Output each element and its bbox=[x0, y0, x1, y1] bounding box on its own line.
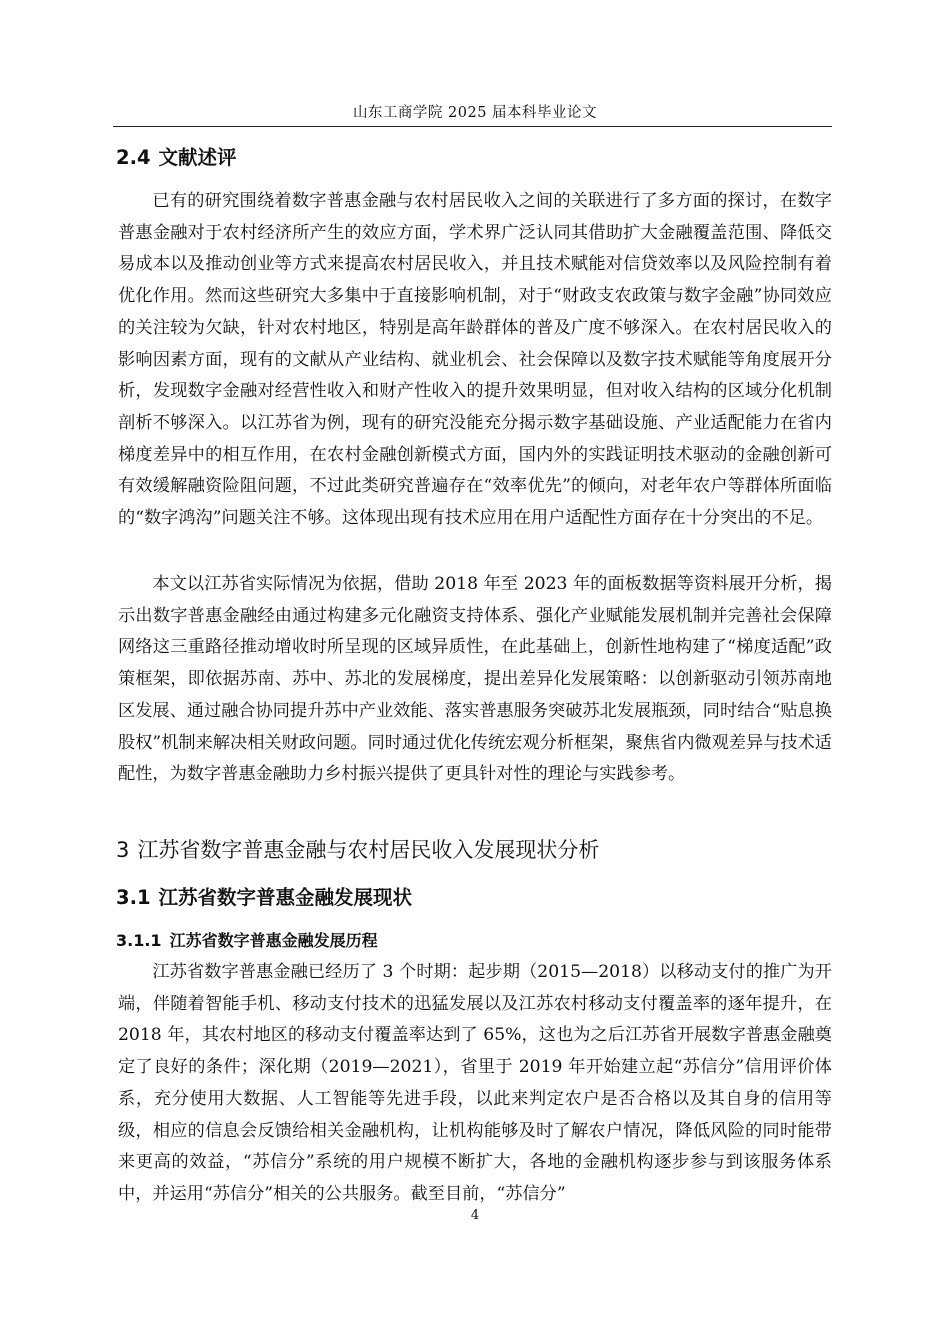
chapter-number: 3 bbox=[116, 838, 130, 862]
page-number: 4 bbox=[470, 1208, 480, 1223]
section-heading-3-1 bbox=[116, 882, 412, 910]
paragraph-development-history: 江苏省数字普惠金融已经历了 3 个时期：起步期（2015—2018）以移动支付的推广为开端，伴随着智能手机、移动支付技术的迅猛发展以及江苏农村移动支付覆盖率的逐年提升，在 2018 年，其农村地区的移动支付覆盖率达到了 65%，这也为之后江苏省开展数字普惠金融奠定了良好的条件；深化期（2019—2021），省里于 2019 年开始建立起“苏信分”信用评价体系，充分使用大数据、人工智能等先进手段，以此来判定农户是否合格以及其自身的信用等级，相应的信息会反馈给相关金融机构，让机构能够及时了解农户情况，降低风险的同时能带来更高的效益，“苏信分”系统的用户规模不断扩大，各地的金融机构逐步参与到该服务体系中，并运用“苏信分”相关的公共服务。截至目前，“苏信分” bbox=[118, 962, 832, 1204]
subsection-number: 3.1.1 bbox=[116, 931, 162, 950]
paragraph-contribution: 本文以江苏省实际情况为依据，借助 2018 年至 2023 年的面板数据等资料展开分析，揭示出数字普惠金融经由通过构建多元化融资支持体系、强化产业赋能发展机制并完善社会保障网络这三重路径推动增收时所呈现的区域异质性，在此基础上，创新性地构建了“梯度适配”政策框架，即依据苏南、苏中、苏北的发展梯度，提出差异化发展策略：以创新驱动引领苏南地区发展、通过融合协同提升苏中产业效能、落实普惠服务突破苏北发展瓶颈，同时结合“贴息换股权”机制来解决相关财政问题。同时通过优化传统宏观分析框架，聚焦省内微观差异与技术适配性，为数字普惠金融助力乡村振兴提供了更具针对性的理论与实践参考。 bbox=[118, 574, 832, 785]
section-heading-2-4 bbox=[116, 142, 237, 170]
subsection-title: 江苏省数字普惠金融发展历程 bbox=[169, 931, 378, 950]
section-title: 江苏省数字普惠金融发展现状 bbox=[158, 886, 413, 909]
subsection-heading-3-1-1 bbox=[116, 928, 378, 951]
section-title: 文献述评 bbox=[158, 146, 237, 169]
chapter-title: 江苏省数字普惠金融与农村居民收入发展现状分析 bbox=[137, 838, 600, 862]
section-number: 2.4 bbox=[116, 146, 151, 169]
paragraph-literature-review: 已有的研究围绕着数字普惠金融与农村居民收入之间的关联进行了多方面的探讨，在数字普惠金融对于农村经济所产生的效应方面，学术界广泛认同其借助扩大金融覆盖范围、降低交易成本以及推动创业等方式来提高农村居民收入，并且技术赋能对信贷效率以及风险控制有着优化作用。然而这些研究大多集中于直接影响机制，对于“财政支农政策与数字金融”协同效应的关注较为欠缺，针对农村地区，特别是高年龄群体的普及广度不够深入。在农村居民收入的影响因素方面，现有的文献从产业结构、就业机会、社会保障以及数字技术赋能等角度展开分析，发现数字金融对经营性收入和财产性收入的提升效果明显，但对收入结构的区域分化机制剖析不够深入。以江苏省为例，现有的研究没能充分揭示数字基础设施、产业适配能力在省内梯度差异中的相互作用，在农村金融创新模式方面，国内外的实践证明技术驱动的金融创新可有效缓解融资险阻问题，不过此类研究普遍存在“效率优先”的倾向，对老年农户等群体所面临的“数字鸿沟”问题关注不够。这体现出现有技术应用在用户适配性方面存在十分突出的不足。 bbox=[118, 191, 832, 529]
section-number: 3.1 bbox=[116, 886, 151, 909]
running-header: 山东工商学院 2025 届本科毕业论文 bbox=[352, 105, 598, 121]
header-rule bbox=[113, 126, 832, 127]
chapter-heading-3 bbox=[116, 834, 599, 864]
